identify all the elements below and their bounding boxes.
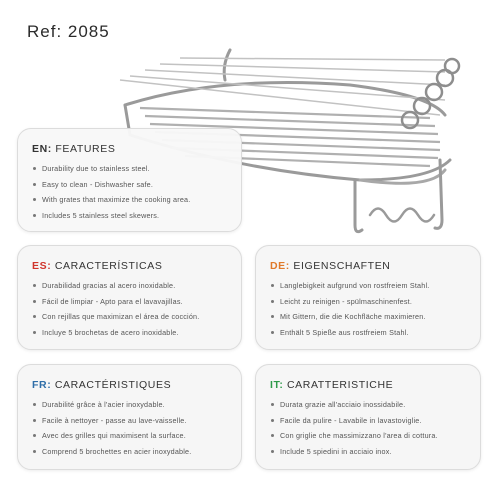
list-item <box>32 309 227 325</box>
item-text: Leicht zu reinigen - spülmaschinenfest. <box>280 296 413 306</box>
bullet-icon <box>271 300 274 303</box>
bullet-icon <box>33 419 36 422</box>
list-item <box>32 413 227 429</box>
features-card-en <box>17 128 242 232</box>
item-text: Avec des grilles qui maximisent la surface. <box>42 431 186 440</box>
list-item <box>32 428 227 444</box>
feature-list <box>270 278 466 340</box>
item-text: Comprend 5 brochettes en acier inoxydable. <box>42 446 192 456</box>
list-item <box>270 397 466 413</box>
language-code: IT: <box>270 379 284 391</box>
list-item <box>270 294 466 310</box>
bullet-icon <box>271 315 274 318</box>
language-code: EN: <box>32 143 52 155</box>
bullet-icon <box>271 434 274 437</box>
item-text: Durabilidad gracias al acero inoxidable. <box>42 281 176 290</box>
list-item <box>32 397 227 413</box>
list-item <box>270 444 466 460</box>
item-text: Mit Gittern, die die Kochfläche maximieren. <box>280 312 426 321</box>
item-text: Includes 5 stainless steel skewers. <box>42 210 160 220</box>
card-heading: FEATURES <box>55 143 116 155</box>
item-text: Durabilité grâce à l'acier inoxydable. <box>42 400 165 409</box>
language-code: ES: <box>32 260 52 272</box>
list-item <box>270 278 466 294</box>
card-title <box>32 260 227 272</box>
card-heading: CARACTÉRISTIQUES <box>54 379 172 391</box>
card-title <box>32 143 227 155</box>
list-item <box>32 208 227 224</box>
list-item <box>270 428 466 444</box>
features-card-it <box>255 364 481 470</box>
list-item <box>32 294 227 310</box>
item-text: Durata grazie all'acciaio inossidabile. <box>280 400 406 409</box>
language-code: DE: <box>270 260 290 272</box>
features-card-es <box>17 245 242 350</box>
list-item <box>32 161 227 177</box>
card-heading: CARATTERISTICHE <box>287 379 394 391</box>
bullet-icon <box>33 300 36 303</box>
feature-list <box>32 397 227 459</box>
list-item <box>270 413 466 429</box>
list-item <box>32 278 227 294</box>
features-card-fr <box>17 364 242 470</box>
language-code: FR: <box>32 379 52 391</box>
item-text: Con griglie che massimizzano l'area di cottura. <box>280 431 438 440</box>
item-text: Enthält 5 Spieße aus rostfreiem Stahl. <box>280 327 409 337</box>
bullet-icon <box>33 214 36 217</box>
bullet-icon <box>271 450 274 453</box>
item-text: Easy to clean - Dishwasher safe. <box>42 179 154 189</box>
list-item <box>32 177 227 193</box>
card-title <box>270 260 466 272</box>
bullet-icon <box>33 434 36 437</box>
list-item <box>32 192 227 208</box>
bullet-icon <box>33 284 36 287</box>
item-text: Facile à nettoyer - passe au lave-vaisselle. <box>42 415 187 425</box>
card-heading: EIGENSCHAFTEN <box>293 260 391 272</box>
reference-number: Ref: 2085 <box>27 22 110 41</box>
bullet-icon <box>33 450 36 453</box>
bullet-icon <box>271 284 274 287</box>
features-card-de <box>255 245 481 350</box>
bullet-icon <box>33 183 36 186</box>
feature-list <box>32 161 227 223</box>
list-item <box>32 325 227 341</box>
card-title <box>32 379 227 391</box>
item-text: With grates that maximize the cooking area. <box>42 195 191 204</box>
feature-list <box>32 278 227 340</box>
bullet-icon <box>271 419 274 422</box>
item-text: Durability due to stainless steel. <box>42 164 150 173</box>
item-text: Con rejillas que maximizan el área de cocción. <box>42 312 200 321</box>
item-text: Langlebigkeit aufgrund von rostfreiem Stahl. <box>280 281 430 290</box>
bullet-icon <box>271 331 274 334</box>
bullet-icon <box>33 198 36 201</box>
item-text: Facile da pulire - Lavabile in lavastoviglie. <box>280 415 422 425</box>
feature-list <box>270 397 466 459</box>
list-item <box>32 444 227 460</box>
item-text: Fácil de limpiar - Apto para el lavavajillas. <box>42 296 183 306</box>
card-heading: CARACTERÍSTICAS <box>54 260 163 272</box>
bullet-icon <box>33 167 36 170</box>
bullet-icon <box>33 331 36 334</box>
bullet-icon <box>33 403 36 406</box>
item-text: Include 5 spiedini in acciaio inox. <box>280 446 392 456</box>
bullet-icon <box>33 315 36 318</box>
list-item <box>270 309 466 325</box>
card-title <box>270 379 466 391</box>
item-text: Incluye 5 brochetas de acero inoxidable. <box>42 327 179 337</box>
list-item <box>270 325 466 341</box>
bullet-icon <box>271 403 274 406</box>
